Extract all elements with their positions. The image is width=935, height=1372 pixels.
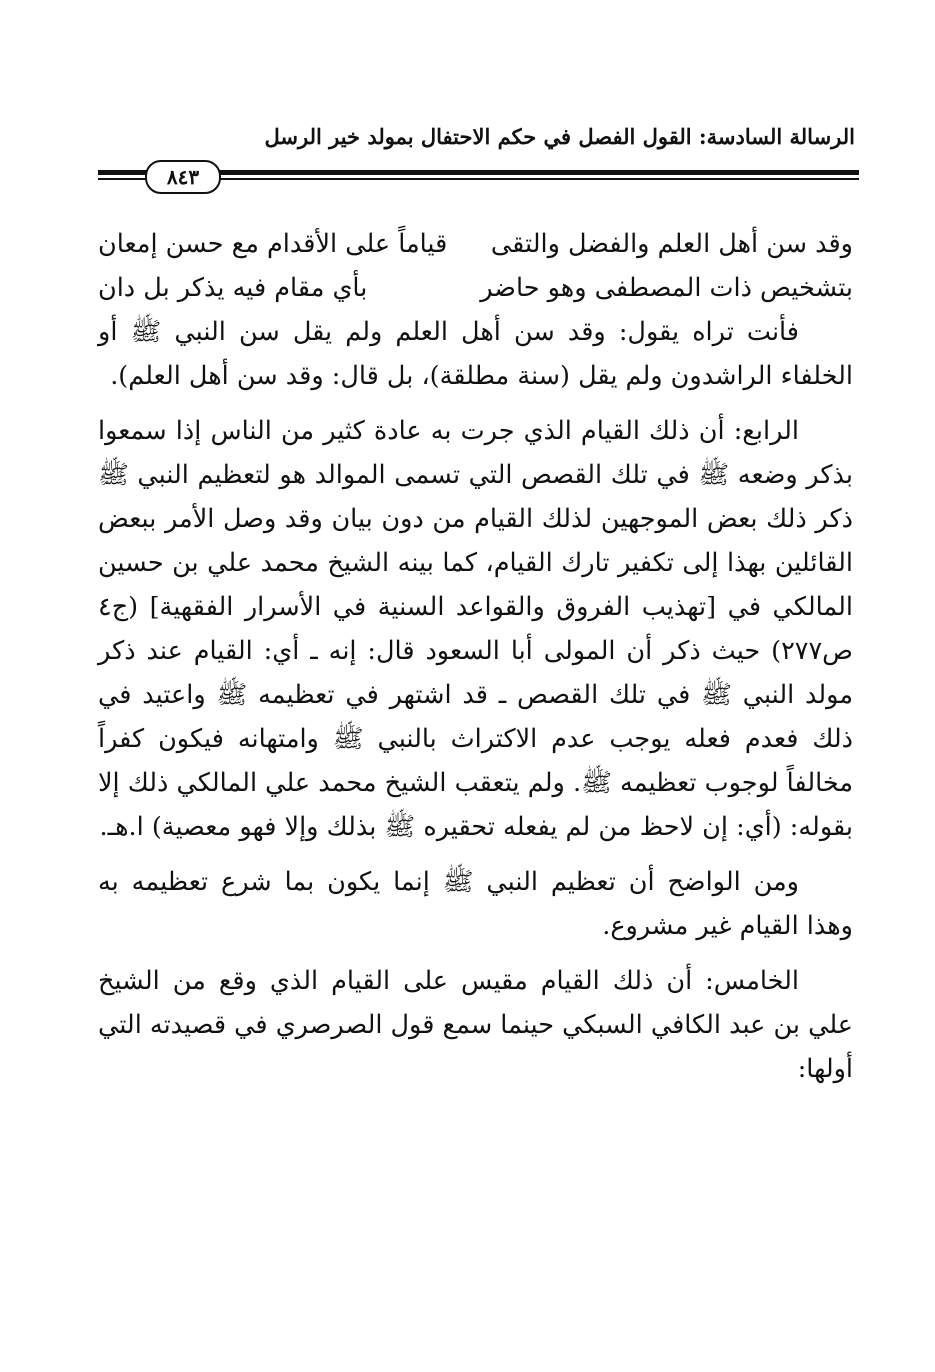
verse-first-hemistich: بتشخيص ذات المصطفى وهو حاضر [480, 273, 853, 303]
paragraph: الخامس: أن ذلك القيام مقيس على القيام الذي وقع من الشيخ علي بن عبد الكافي السبكي حينما سمع قول الصرصري في قصيدته التي أولها: [97, 966, 853, 1084]
paragraph: ومن الواضح أن تعظيم النبي ﷺ إنما يكون بما شرع تعظيمه به وهذا القيام غير مشروع. [98, 867, 853, 941]
poem-verse [98, 222, 853, 266]
running-title: الرسالة السادسة: القول الفصل في حكم الاحتفال بمولد خير الرسل [264, 124, 855, 149]
verse-second-hemistich: بأي مقام فيه يذكر بل دان [98, 273, 368, 303]
page-number: ٨٤٣ [145, 160, 221, 194]
page-body [98, 222, 853, 1091]
verse-second-hemistich: قياماً على الأقدام مع حسن إمعان [98, 229, 448, 259]
paragraph: الرابع: أن ذلك القيام الذي جرت به عادة كثير من الناس إذا سمعوا بذكر وضعه ﷺ في تلك القصص التي تسمى الموالد هو لتعظيم النبي ﷺ ذكر ذلك بعض الموجهين لذلك القيام من دون بيان وقد وصل الأمر ببعض القائلين بهذا إلى تكفير تارك القيام، كما بينه الشيخ محمد علي بن حسين المالكي في [تهذيب الفروق والقواعد السنية في الأسرار الفقهية] (ج٤ ص٢٧٧) حيث ذكر أن المولى أبا السعود قال: إنه ـ أي: القيام عند ذكر مولد النبي ﷺ في تلك القصص ـ قد اشتهر في تعظيمه ﷺ واعتيد في ذلك فعدم فعله يوجب عدم الاكتراث بالنبي ﷺ وامتهانه فيكون كفراً مخالفاً لوجوب تعظيمه ﷺ. ولم يتعقب الشيخ محمد علي المالكي ذلك إلا بقوله: (أي: إن لاحظ من لم يفعله تحقيره ﷺ بذلك وإلا فهو معصية) ا.هـ. [98, 416, 853, 842]
paragraph: فأنت تراه يقول: وقد سن أهل العلم ولم يقل سن النبي ﷺ أو الخلفاء الراشدون ولم يقل (سنة مطلقة)، بل قال: وقد سن أهل العلم). [98, 317, 853, 391]
poem-verse [98, 266, 853, 310]
verse-first-hemistich: وقد سن أهل العلم والفضل والتقى [490, 229, 853, 259]
